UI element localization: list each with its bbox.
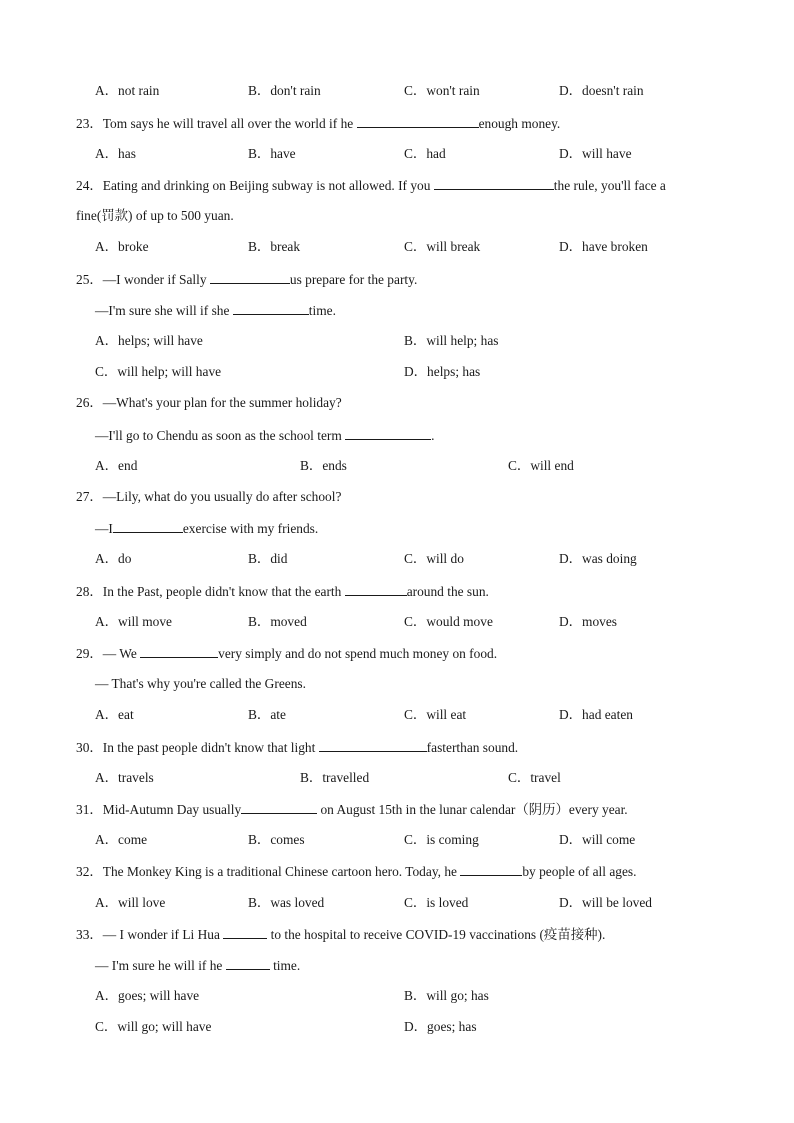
q27-option-b: B．did: [248, 551, 288, 566]
q25-option-c: C．will help; will have: [95, 364, 222, 379]
q25-line1-pre: 25．—I wonder if Sally: [76, 272, 210, 287]
q28-option-c: C．would move: [404, 614, 493, 629]
q25-line2: [95, 302, 336, 319]
q29-answer-blank: [140, 645, 218, 658]
q33-line2: [95, 957, 300, 974]
q28-stem-post: around the sun.: [406, 584, 489, 599]
q30-stem-post: fasterthan sound.: [426, 740, 519, 755]
q32-option-a: A．will love: [95, 895, 166, 910]
q22-option-a: A．not rain: [95, 83, 160, 98]
q28-option-a: A．will move: [95, 614, 172, 629]
q30-option-a: A．travels: [95, 770, 154, 785]
q31-stem-pre: 31．Mid-Autumn Day usually: [76, 802, 242, 817]
q33-option-b: B．will go; has: [404, 988, 489, 1003]
q31-option-d: D．will come: [559, 832, 636, 847]
q24-option-d: D．have broken: [559, 239, 648, 254]
q33-blank-1: [223, 926, 267, 939]
q31-stem: [76, 801, 628, 818]
q32-option-c: C．is loved: [404, 895, 469, 910]
q30-option-c: C．travel: [508, 770, 561, 785]
q33-option-c: C．will go; will have: [95, 1019, 212, 1034]
q23-stem-post: enough money.: [478, 116, 561, 131]
q33-line1: [76, 926, 605, 943]
q23-stem: [76, 115, 560, 132]
q26-option-b: B．ends: [300, 458, 347, 473]
q22-option-b: B．don't rain: [248, 83, 321, 98]
q25-line2-pre: —I'm sure she will if she: [95, 303, 233, 318]
q33-blank-2: [226, 957, 270, 970]
q24-stem-line2: fine(罚款) of up to 500 yuan.: [76, 208, 234, 223]
q23-option-b: B．have: [248, 146, 296, 161]
q24-option-b: B．break: [248, 239, 301, 254]
q32-stem-post: by people of all ages.: [522, 864, 637, 879]
q24-stem-pre: 24．Eating and drinking on Beijing subway is not allowed. If you: [76, 178, 434, 193]
q27-option-d: D．was doing: [559, 551, 637, 566]
q26-option-c: C．will end: [508, 458, 574, 473]
q26-line1: 26．—What's your plan for the summer holiday?: [76, 395, 342, 410]
q25-line1: [76, 271, 417, 288]
q27-line1: 27．—Lily, what do you usually do after school?: [76, 489, 342, 504]
q29-line1-pre: 29．— We: [76, 646, 141, 661]
q23-stem-pre: 23．Tom says he will travel all over the world if he: [76, 116, 357, 131]
q31-option-b: B．comes: [248, 832, 305, 847]
q28-stem-pre: 28．In the Past, people didn't know that the earth: [76, 584, 345, 599]
q27-line2: [95, 520, 318, 537]
q33-line1-post: to the hospital to receive COVID-19 vaccinations (疫苗接种).: [267, 927, 606, 942]
q32-stem-pre: 32．The Monkey King is a traditional Chinese cartoon hero. Today, he: [76, 864, 461, 879]
q25-option-a: A．helps; will have: [95, 333, 203, 348]
q28-option-b: B．moved: [248, 614, 307, 629]
q33-line1-pre: 33．— I wonder if Li Hua: [76, 927, 224, 942]
q30-stem: [76, 739, 518, 756]
q29-line1-post: very simply and do not spend much money on food.: [218, 646, 498, 661]
q33-option-a: A．goes; will have: [95, 988, 200, 1003]
q33-option-d: D．goes; has: [404, 1019, 477, 1034]
q25-line2-post: time.: [308, 303, 336, 318]
q23-option-c: C．had: [404, 146, 446, 161]
q29-option-c: C．will eat: [404, 707, 467, 722]
q31-answer-blank: [241, 801, 317, 814]
q24-answer-blank: [434, 177, 554, 190]
q25-blank-1: [210, 271, 290, 284]
q23-answer-blank: [357, 115, 479, 128]
q25-option-b: B．will help; has: [404, 333, 499, 348]
q22-option-d: D．doesn't rain: [559, 83, 644, 98]
q28-option-d: D．moves: [559, 614, 618, 629]
q26-line2-post: .: [431, 428, 435, 443]
q23-option-a: A．has: [95, 146, 136, 161]
q27-answer-blank: [113, 520, 183, 533]
q28-answer-blank: [345, 583, 407, 596]
q28-stem: [76, 583, 489, 600]
q29-line2: — That's why you're called the Greens.: [95, 676, 306, 691]
q27-option-c: C．will do: [404, 551, 464, 566]
q22-option-c: C．won't rain: [404, 83, 480, 98]
q30-option-b: B．travelled: [300, 770, 370, 785]
q29-line1: [76, 645, 497, 662]
q33-line2-post: time.: [269, 958, 301, 973]
q29-option-d: D．had eaten: [559, 707, 633, 722]
q24-option-c: C．will break: [404, 239, 481, 254]
q25-line1-post: us prepare for the party.: [289, 272, 418, 287]
q30-stem-pre: 30．In the past people didn't know that light: [76, 740, 319, 755]
q26-answer-blank: [345, 427, 431, 440]
q27-line2-post: exercise with my friends.: [182, 521, 319, 536]
q27-line2-pre: —I: [95, 521, 113, 536]
q32-option-d: D．will be loved: [559, 895, 652, 910]
q31-option-a: A．come: [95, 832, 148, 847]
q24-option-a: A．broke: [95, 239, 149, 254]
q33-line2-pre: — I'm sure he will if he: [95, 958, 226, 973]
q25-blank-2: [233, 302, 309, 315]
q26-option-a: A．end: [95, 458, 138, 473]
q25-option-d: D．helps; has: [404, 364, 481, 379]
q31-option-c: C．is coming: [404, 832, 479, 847]
q30-answer-blank: [319, 739, 427, 752]
q32-stem: [76, 863, 636, 880]
q29-option-a: A．eat: [95, 707, 134, 722]
q32-option-b: B．was loved: [248, 895, 325, 910]
q23-option-d: D．will have: [559, 146, 632, 161]
q27-option-a: A．do: [95, 551, 132, 566]
q29-option-b: B．ate: [248, 707, 286, 722]
q31-stem-post: on August 15th in the lunar calendar（阴历）every year.: [317, 802, 628, 817]
q32-answer-blank: [460, 863, 522, 876]
q24-stem: [76, 177, 666, 194]
q26-line2-pre: —I'll go to Chendu as soon as the school term: [95, 428, 346, 443]
q24-stem-post: the rule, you'll face a: [553, 178, 666, 193]
q26-line2: [95, 427, 434, 444]
